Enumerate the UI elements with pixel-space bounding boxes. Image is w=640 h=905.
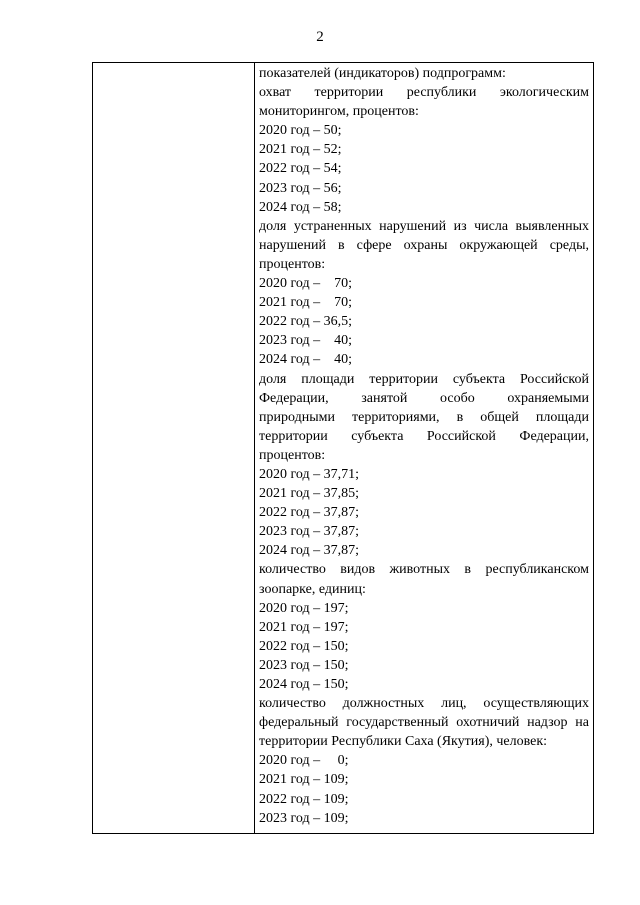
column-divider [254,63,255,833]
text-line: 2020 год – 50; [259,123,342,139]
text-line: 2022 год – 37,87; [259,505,360,521]
text-line: 2020 год – 197; [259,600,349,616]
text-line: показателей (индикаторов) подпрограмм: [259,66,506,81]
text-line: 2021 год – 109; [259,772,349,788]
text-line: 2023 год – 40; [259,333,353,349]
text-line: количество видов животных в республиканском [259,562,589,578]
text-line: 2023 год – 56; [259,180,342,196]
text-line: доля устраненных нарушений из числа выявленных [259,218,589,234]
text-line: 2021 год – 52; [259,142,342,158]
text-line: 2021 год – 70; [259,295,353,311]
text-line: 2022 год – 109; [259,791,349,807]
text-line: 2023 год – 150; [259,657,349,673]
text-line: 2022 год – 150; [259,638,349,654]
text-line: 2021 год – 197; [259,619,349,635]
text-line: 2023 год – 109; [259,810,349,826]
text-line: природными территориями, в общей площади [259,409,589,425]
indicator-table [92,62,594,834]
text-line: 2022 год – 36,5; [259,314,353,330]
text-line: 2020 год – 70; [259,276,353,292]
text-line: федеральный государственный охотничий надзор на [259,715,589,731]
text-line: мониторингом, процентов: [259,104,419,120]
text-line: нарушений в сфере охраны окружающей среды, [259,237,589,253]
text-line: 2024 год – 40; [259,352,353,368]
text-line: 2024 год – 37,87; [259,543,360,559]
text-line: территории Республики Саха (Якутия), человек: [259,734,548,750]
table-right-cell [259,63,589,828]
text-line: охват территории республики экологическим [259,85,589,101]
text-line: количество должностных лиц, осуществляющих [259,696,589,712]
text-line: процентов: [259,447,326,463]
text-line: 2024 год – 150; [259,677,349,692]
text-line: 2023 год – 37,87; [259,524,360,540]
text-line: 2020 год – 0; [259,753,349,769]
text-line: территории субъекта Российской Федерации, [259,428,589,444]
text-line: 2024 год – 58; [259,199,342,215]
text-line: процентов: [259,256,326,272]
table-left-cell [93,63,254,833]
text-line: доля площади территории субъекта Российской [259,371,589,387]
text-line: зоопарке, единиц: [259,581,366,597]
text-line: 2020 год – 37,71; [259,466,360,482]
page-number: 2 [316,29,324,45]
text-line: 2021 год – 37,85; [259,486,360,502]
text-line: 2022 год – 54; [259,161,342,177]
text-line: Федерации, занятой особо охраняемыми [259,390,589,406]
